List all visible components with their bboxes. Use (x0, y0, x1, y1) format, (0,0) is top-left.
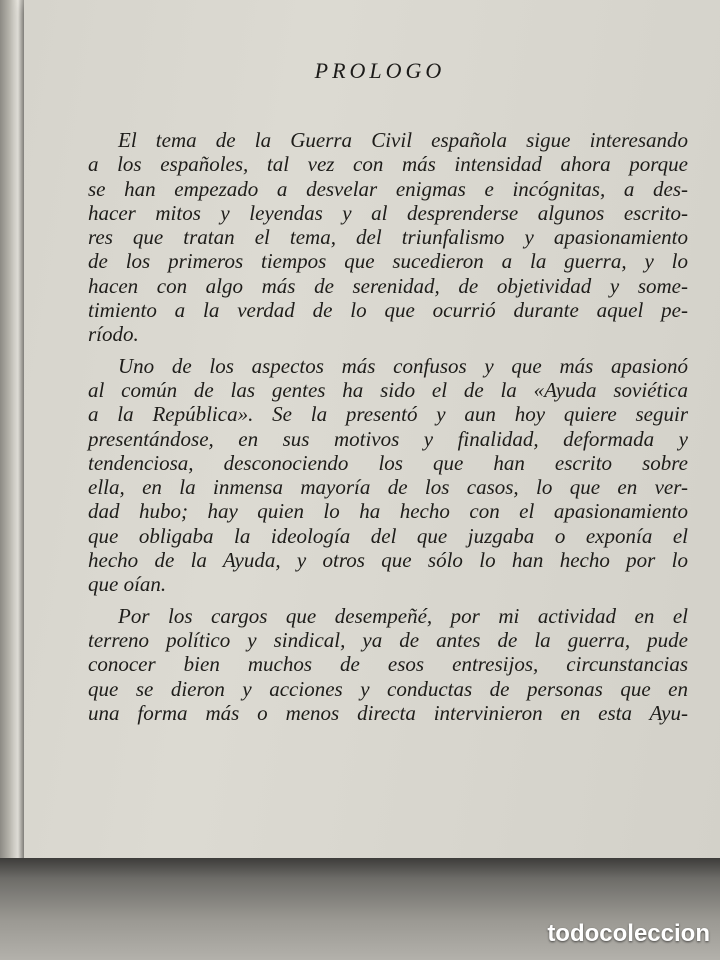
watermark-logo: todocoleccion (547, 920, 710, 947)
text-line: que se dieron y acciones y conductas de personas que en (88, 676, 688, 701)
text-line: a la República». Se la presentó y aun hoy quiere seguir (88, 402, 688, 427)
text-line: El tema de la Guerra Civil española sigue interesando (118, 128, 688, 152)
paragraph-2 (88, 354, 688, 597)
text-line: ella, en la inmensa mayoría de los casos, lo que en ver- (88, 475, 688, 500)
paragraph-3 (88, 604, 688, 725)
text-line: Uno de los aspectos más confusos y que más apasionó (118, 353, 688, 378)
text-line: Por los cargos que desempeñé, por mi actividad en el (118, 603, 688, 628)
text-line: se han empezado a desvelar enigmas e incógnitas, a des- (88, 176, 688, 201)
text-line: hecho de la Ayuda, y otros que sólo lo han hecho por lo (88, 548, 688, 573)
text-line: ríodo. (88, 322, 139, 347)
text-line: hacen con algo más de serenidad, de objetividad y some- (88, 273, 688, 298)
chapter-title: PROLOGO (314, 58, 446, 83)
text-line: al común de las gentes ha sido el de la «Ayuda soviética (88, 377, 688, 402)
text-line: res que tratan el tema, del triunfalismo y apasionamiento (88, 225, 688, 250)
chapter-body (88, 128, 688, 732)
paragraph-1 (88, 128, 688, 347)
text-line: conocer bien muchos de esos entresijos, circunstancias (88, 652, 688, 677)
text-line: hacer mitos y leyendas y al desprenderse algunos escrito- (88, 200, 688, 225)
book-spine-edge (0, 0, 24, 870)
text-line: timiento a la verdad de lo que ocurrió durante aquel pe- (88, 298, 688, 323)
text-line: presentándose, en sus motivos y finalidad, deformada y (88, 426, 688, 451)
text-line: dad hubo; hay quien lo ha hecho con el apasionamiento (88, 499, 688, 524)
text-line: de los primeros tiempos que sucedieron a la guerra, y lo (88, 249, 688, 274)
text-line: terreno político y sindical, ya de antes de la guerra, pude (88, 627, 688, 652)
text-line: a los españoles, tal vez con más intensidad ahora porque (88, 152, 688, 177)
text-line: que obligaba la ideología del que juzgaba o exponía el (88, 523, 688, 548)
text-line: tendenciosa, desconociendo los que han escrito sobre (88, 450, 688, 475)
text-line: que oían. (88, 572, 167, 597)
text-line: una forma más o menos directa intervinieron en esta Ayu- (88, 700, 688, 725)
